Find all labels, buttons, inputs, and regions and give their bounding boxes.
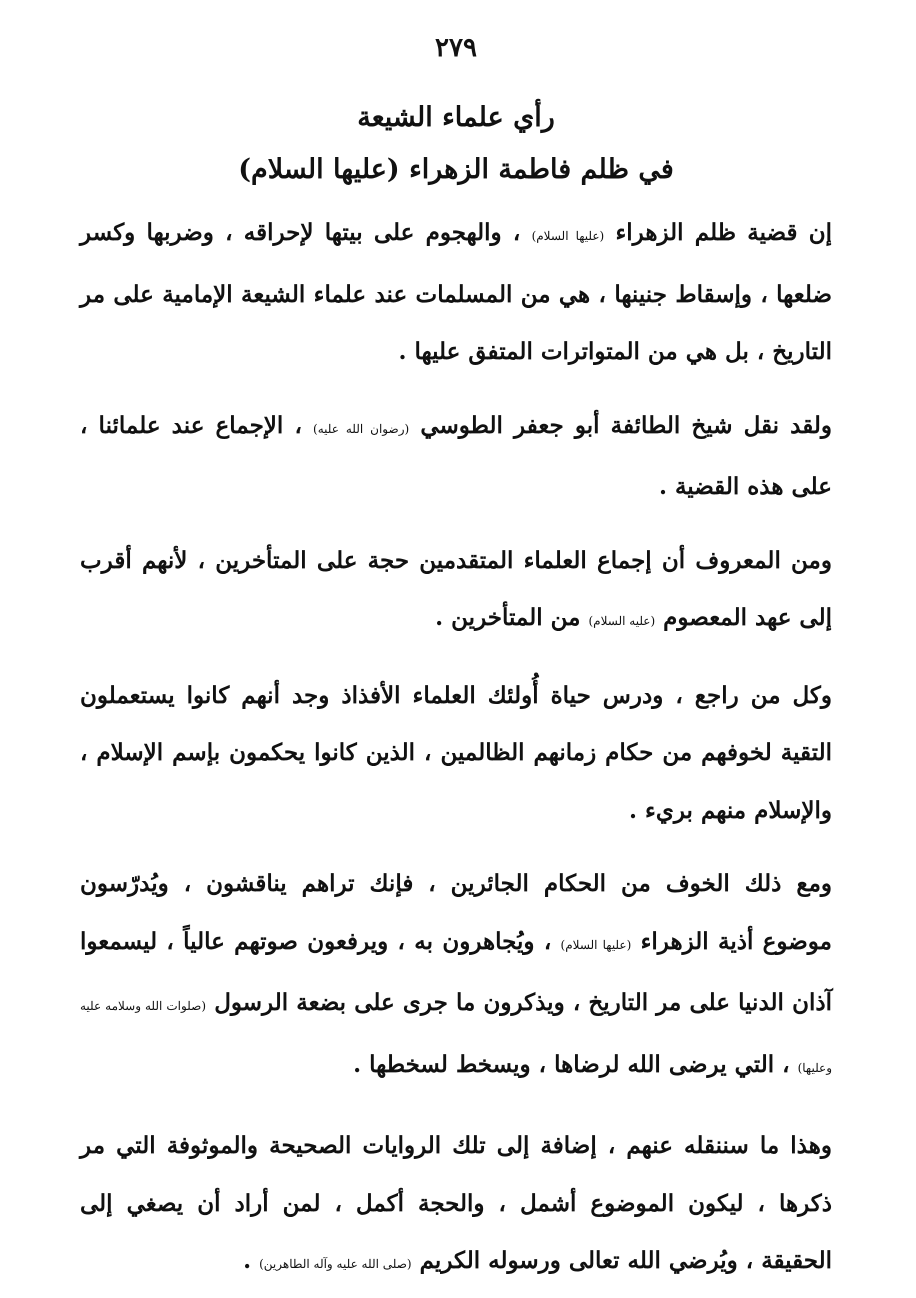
paragraph-5-text-after: ، التي يرضى الله لرضاها ، ويسخط لسخطها . (353, 1050, 798, 1078)
paragraph-6-text-before: وهذا ما سننقله عنهم ، إضافة إلى تلك الروايات الصحيحة والموثوفة التي مر ذكرها ، ليكون الموضوع أشمل ، والحجة أكمل ، لمن أراد أن يصغي إلى الحقيقة ، ويُرضي الله تعالى ورسوله الكريم (80, 1132, 832, 1274)
paragraph-5-text-before: ومع ذلك الخوف من الحكام الجائرين ، فإنك تراهم يناقشون ، ويُدرّسون موضوع أذية الزهراء (80, 870, 832, 955)
paragraph-3-honorific: (عليه السلام) (588, 614, 656, 628)
paragraph-5 (80, 855, 832, 1097)
paragraph-6-text-after: . (243, 1247, 260, 1274)
paragraph-4: وكل من راجع ، ودرس حياة أُولئك العلماء الأفذاذ وجد أنهم كانوا يستعملون التقية لخوفهم من حكام زمانهم الظالمين ، الذين كانوا يحكمون بإسم الإسلام ، والإسلام منهم بريء . (80, 681, 832, 824)
paragraph-2 (80, 397, 832, 516)
page-number: ٢٧٩ (435, 33, 477, 63)
paragraph-1-text-before: إن قضية ظلم الزهراء (604, 219, 832, 246)
paragraph-6 (80, 1117, 832, 1294)
page-subtitle: في ظلم فاطمة الزهراء (عليها السلام) (238, 154, 674, 185)
paragraph-5-honorific-1: (عليها السلام) (560, 937, 632, 952)
document-page (80, 28, 832, 1294)
paragraph-1-honorific: (عليها السلام) (531, 229, 605, 243)
paragraph-6-honorific: (صلى الله عليه وآله الطاهرين) (259, 1257, 412, 1271)
page-title: رأي علماء الشيعة (357, 102, 555, 133)
paragraph-2-text-after: ، الإجماع عند علمائنا ، على هذه القضية . (80, 411, 832, 500)
paragraph-3-text-after: من المتأخرين . (435, 604, 589, 631)
paragraph-5-text-middle: ، ويُجاهرون به ، ويرفعون صوتهم عالياً ، ليسمعوا آذان الدنيا على مر التاريخ ، ويذكرون ما جرى على بضعة الرسول (80, 927, 832, 1016)
paragraph-1 (80, 204, 832, 381)
paragraph-3 (80, 532, 832, 651)
paragraph-2-text-before: ولقد نقل شيخ الطائفة أبو جعفر الطوسي (409, 411, 833, 439)
paragraph-2-honorific: (رضوان الله عليه) (313, 421, 410, 436)
paragraph-3-text-before: ومن المعروف أن إجماع العلماء المتقدمين حجة على المتأخرين ، لأنهم أقرب إلى عهد المعصوم (80, 546, 832, 631)
paragraph-5-honorific-2: (صلوات الله وسلامه عليه وعليها) (80, 999, 832, 1075)
paragraph-1-text-after: ، والهجوم على بيتها لإحراقه ، وضربها وكسر ضلعها ، وإسقاط جنينها ، هي من المسلمات عند علماء الشيعة الإمامية على مر التاريخ ، بل هي من المتواترات المتفق عليها . (80, 219, 832, 365)
